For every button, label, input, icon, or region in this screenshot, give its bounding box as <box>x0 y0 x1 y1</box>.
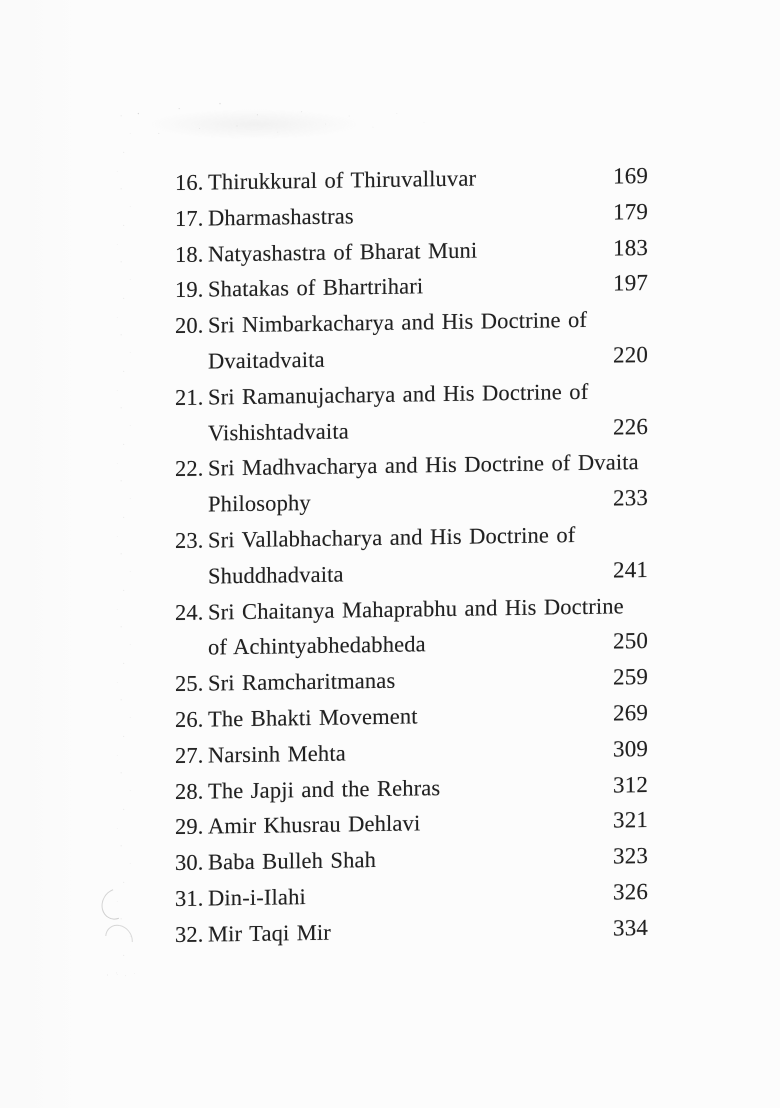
entry-page-number: 241 <box>613 556 648 583</box>
entry-number: 26. <box>175 706 204 732</box>
entry-title-line1: Shatakas of Bhartrihari <box>208 273 424 302</box>
entry-title-line1: Sri Vallabhacharya and His Doctrine of <box>208 522 576 553</box>
entry-page-number: 220 <box>613 341 648 368</box>
entry-number: 30. <box>175 849 204 876</box>
entry-number: 27. <box>175 742 204 768</box>
toc-entry <box>175 373 648 452</box>
entry-title-line1: Sri Madhvacharya and His Doctrine of Dvaita <box>208 449 639 481</box>
entry-title-line1: Sri Ramanujacharya and His Doctrine of <box>208 378 589 410</box>
scan-dash-marks <box>104 968 140 982</box>
entry-title-line1: Narsinh Mehta <box>208 740 346 768</box>
entry-page-number: 269 <box>613 699 648 726</box>
toc-entry <box>175 516 648 595</box>
entry-number: 22. <box>175 455 204 482</box>
entry-number: 19. <box>175 276 204 303</box>
entry-page-number: 250 <box>613 628 648 654</box>
entry-page-number: 326 <box>613 878 648 905</box>
entry-title-line1: Sri Chaitanya Mahaprabhu and His Doctrine <box>208 592 624 625</box>
entry-title-line1: Sri Ramcharitmanas <box>208 667 396 696</box>
entry-number: 18. <box>175 241 204 267</box>
entry-page-number: 334 <box>613 914 648 941</box>
entry-page-number: 169 <box>613 162 648 189</box>
entry-page-number: 226 <box>613 413 648 440</box>
entry-page-number: 183 <box>613 234 648 261</box>
scan-arc-mark <box>100 919 139 959</box>
entry-title-line2: Dvaitadvaita <box>208 346 325 374</box>
entry-page-number: 323 <box>613 843 648 869</box>
entry-page-number: 309 <box>613 735 648 762</box>
toc-entry <box>175 910 648 953</box>
entry-number: 32. <box>175 921 204 947</box>
entry-number: 28. <box>175 778 204 804</box>
entry-number: 24. <box>175 599 204 625</box>
entry-number: 23. <box>175 527 204 553</box>
entry-page-number: 312 <box>613 771 648 798</box>
entry-title-line2: Philosophy <box>208 490 311 517</box>
entry-title-line2: of Achintyabhedabheda <box>208 631 426 660</box>
entry-title-line1: The Bhakti Movement <box>208 703 418 732</box>
entry-title-line1: Baba Bulleh Shah <box>208 847 377 875</box>
entry-title-line1: Thirukkural of Thiruvalluvar <box>208 165 477 195</box>
scan-smudge-artifact <box>118 90 458 152</box>
entry-title-line1: Dharmashastras <box>208 203 354 231</box>
entry-title-line1: Amir Khusrau Dehlavi <box>208 810 421 839</box>
table-of-contents <box>175 158 648 953</box>
entry-page-number: 197 <box>613 270 648 296</box>
scan-speckle-left-edge <box>112 110 138 990</box>
entry-number: 25. <box>175 670 204 697</box>
entry-page-number: 259 <box>613 664 648 690</box>
entry-page-number: 179 <box>613 198 648 225</box>
toc-entry <box>175 588 648 667</box>
scan-arc-mark <box>96 883 136 924</box>
entry-number: 31. <box>175 885 204 911</box>
entry-title-line1: Din-i-Ilahi <box>208 883 306 911</box>
toc-entry <box>175 301 648 380</box>
entry-number: 17. <box>175 205 204 231</box>
entry-number: 21. <box>175 384 204 410</box>
entry-number: 29. <box>175 813 204 840</box>
entry-number: 20. <box>175 312 204 339</box>
entry-page-number: 233 <box>613 485 648 511</box>
entry-title-line1: Sri Nimbarkacharya and His Doctrine of <box>208 307 588 338</box>
entry-title-line1: Natyashastra of Bharat Muni <box>208 237 478 267</box>
entry-page-number: 321 <box>613 807 648 833</box>
entry-title-line1: The Japji and the Rehras <box>208 774 441 804</box>
entry-title-line1: Mir Taqi Mir <box>208 919 331 947</box>
scan-pencil-mark-artifact <box>96 882 142 1002</box>
entry-title-line2: Shuddhadvaita <box>208 561 344 589</box>
toc-entry <box>175 444 648 523</box>
entry-number: 16. <box>175 169 204 195</box>
entry-title-line2: Vishishtadvaita <box>208 417 349 446</box>
